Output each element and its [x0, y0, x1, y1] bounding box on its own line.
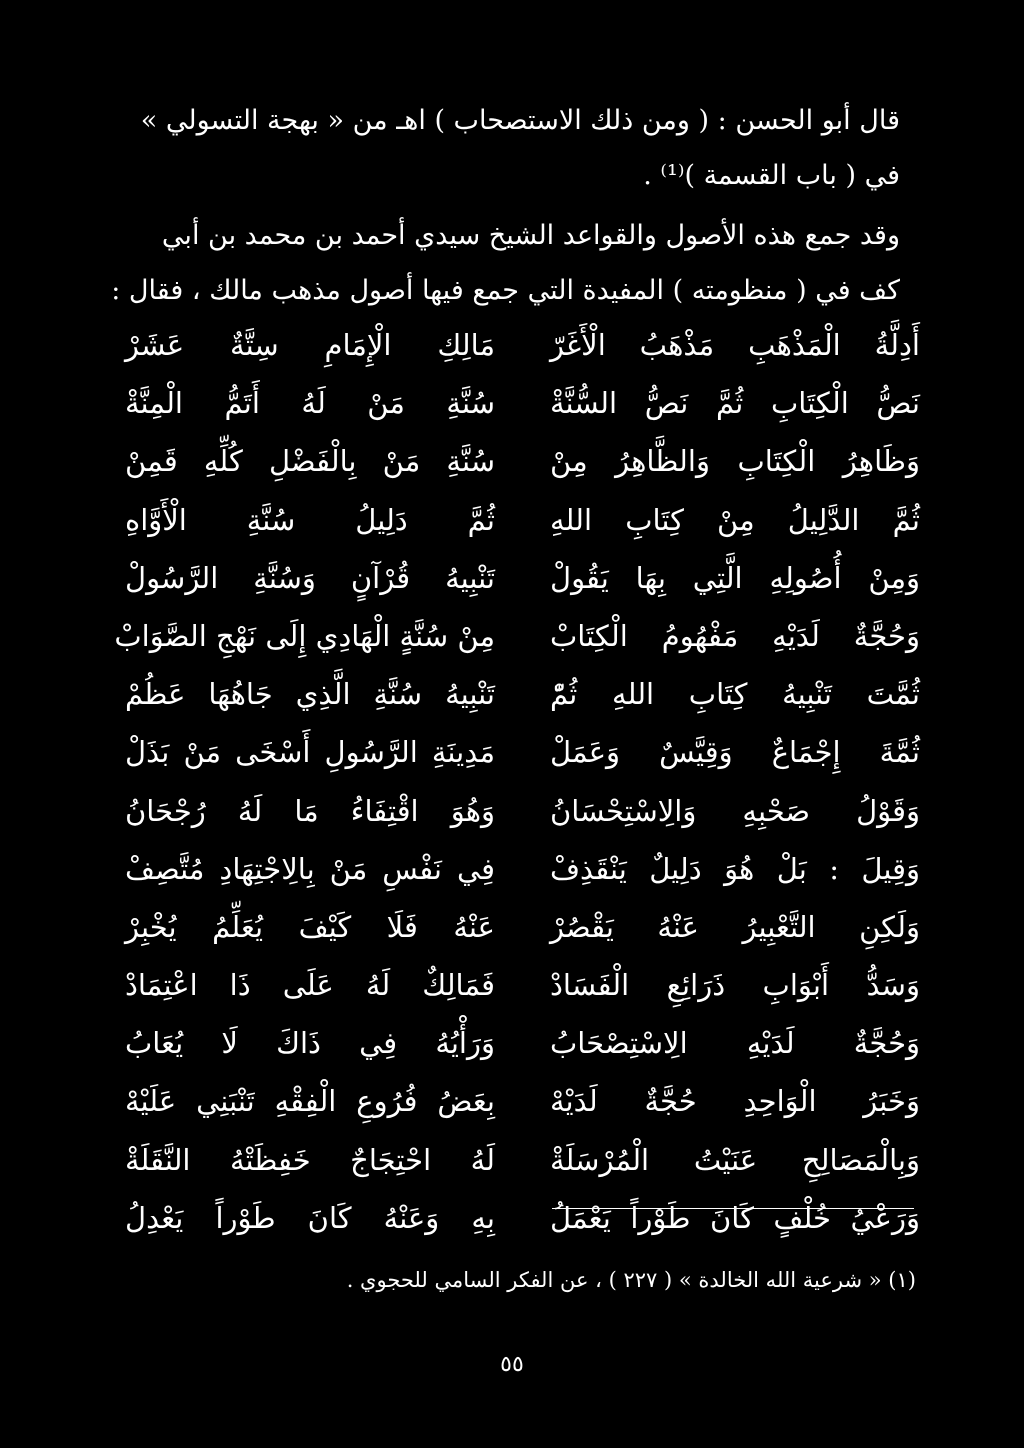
verse-first-hemistich: وَسَدُّ أَبْوَابِ ذَرَائِعِ الْفَسَادْ: [550, 968, 920, 1003]
intro-line: وقد جمع هذه الأصول والقواعد الشيخ سيدي أحمد بن محمد بن أبي: [161, 220, 900, 251]
verse-first-hemistich: وَحُجَّةٌ لَدَيْهِ مَفْهُومُ الْكِتَابْ: [550, 618, 920, 653]
verse-row: [125, 910, 920, 968]
verse-row: [125, 1143, 920, 1201]
verse-first-hemistich: وَقَوْلُ صَحْبِهِ وَالِاسْتِحْسَانُ: [550, 793, 920, 828]
verse-first-hemistich: ثُمَّ الدَّلِيلُ مِنْ كِتَابِ اللهِ: [550, 502, 920, 537]
verse-first-hemistich: ثُمَّتَ تَنْبِيهُ كِتَابِ اللهِ ثُمّْ: [550, 677, 920, 712]
page-number: ٥٥: [500, 1352, 524, 1377]
verse-row: [125, 561, 920, 619]
verse-first-hemistich: وَلَكِنِ التَّعْبِيرُ عَنْهُ يَقْصُرْ: [550, 909, 920, 944]
verse-first-hemistich: وَبِالْمَصَالِحِ عَنَيْتُ الْمُرْسَلَةْ: [550, 1142, 920, 1177]
verse-row: [125, 1026, 920, 1084]
verse-second-hemistich: ثُمَّ دَلِيلُ سُنَّةِ الْأَوَّاهِ: [125, 502, 495, 537]
verse-row: [125, 794, 920, 852]
verse-first-hemistich: وَحُجَّةٌ لَدَيْهِ الِاسْتِصْحَابُ: [550, 1026, 920, 1061]
verse-first-hemistich: ثُمَّةَ إِجْمَاعٌ وَقِيَّسٌ وَعَمَلْ: [550, 735, 920, 770]
verse-row: [125, 386, 920, 444]
verse-second-hemistich: فِي نَفْسِ مَنْ بِالِاجْتِهَادِ مُتَّصِفْ: [125, 851, 495, 886]
poem-verses: [114, 328, 920, 1259]
verse-row: [125, 852, 920, 910]
verse-row: [125, 1201, 920, 1259]
verse-row: [125, 444, 920, 502]
verse-row: [125, 1084, 920, 1142]
intro-line: في ( باب القسمة )⁽¹⁾ .: [643, 160, 900, 191]
verse-second-hemistich: بِعَضُ فُرُوعِ الْفِقْهِ تَنْبَنِي عَلَيْهْ: [125, 1084, 495, 1119]
verse-row: [125, 968, 920, 1026]
verse-row: [125, 328, 920, 386]
verse-first-hemistich: وَقِيلَ : بَلْ هُوَ دَلِيلٌ يَنْقَذِفْ: [550, 851, 920, 886]
verse-second-hemistich: مَدِينَةِ الرَّسُولِ أَسْخَى مَنْ بَذَلْ: [125, 735, 495, 770]
verse-second-hemistich: وَرَأْيُهُ فِي ذَاكَ لَا يُعَابُ: [125, 1026, 495, 1061]
verse-second-hemistich: تَنْبِيهُ سُنَّةِ الَّذِي جَاهُهَا عَظُمْ: [125, 677, 495, 712]
verse-second-hemistich: بِهِ وَعَنْهُ كَانَ طَوْراً يَعْدِلُ: [125, 1200, 495, 1235]
verse-second-hemistich: مِنْ سُنَّةٍ الْهَادِي إِلَى نَهْجِ الصَّوَابْ: [114, 618, 495, 653]
verse-first-hemistich: أَدِلَّةُ الْمَذْهَبِ مَذْهَبُ الْأَغَرّ: [550, 328, 920, 362]
verse-first-hemistich: وَظَاهِرُ الْكِتَابِ وَالظَّاهِرُ مِنْ: [550, 444, 920, 479]
intro-line: قال أبو الحسن : ( ومن ذلك الاستصحاب ) اهـ من « بهجة التسولي »: [140, 105, 900, 136]
verse-row: [125, 735, 920, 793]
intro-line: كف في ( منظومته ) المفيدة التي جمع فيها أصول مذهب مالك ، فقال :: [111, 275, 900, 306]
verse-second-hemistich: فَمَالِكٌ لَهُ عَلَى ذَا اعْتِمَادْ: [125, 968, 495, 1003]
verse-first-hemistich: وَرَعْيُ خُلْفٍ كَانَ طَوْراً يَعْمَلُ: [550, 1200, 920, 1235]
verse-row: [125, 503, 920, 561]
verse-second-hemistich: مَالِكِ الْإِمَامِ سِتَّةٌ عَشَرْ: [125, 328, 495, 362]
verse-second-hemistich: سُنَّةِ مَنْ لَهُ أَتَمُّ الْمِنَّةْ: [125, 386, 495, 421]
verse-second-hemistich: تَنْبِيهُ قُرْآنٍ وَسُنَّةِ الرَّسُولْ: [125, 560, 495, 595]
verse-row: [114, 618, 920, 677]
verse-row: [125, 677, 920, 735]
verse-first-hemistich: نَصُّ الْكِتَابِ ثُمَّ نَصُّ السُّنَّةْ: [550, 386, 920, 421]
verse-second-hemistich: عَنْهُ فَلَا كَيْفَ يُعَلِّمُ يُخْبِرْ: [125, 909, 495, 944]
footnote: (١) « شرعية الله الخالدة » ( ٢٢٧ ) ، عن الفكر السامي للحجوي .: [346, 1268, 916, 1292]
verse-first-hemistich: وَمِنْ أُصُولِهِ الَّتِي بِهَا يَقُولْ: [550, 560, 920, 595]
verse-second-hemistich: سُنَّةِ مَنْ بِالْفَضْلِ كُلِّهِ قَمِنْ: [125, 444, 495, 479]
verse-second-hemistich: لَهُ احْتِجَاجٌ خَفِظَتْهُ النَّقَلَةْ: [125, 1142, 495, 1177]
verse-first-hemistich: وَخَبَرُ الْوَاحِدِ حُجَّةٌ لَدَيْهْ: [550, 1084, 920, 1119]
verse-second-hemistich: وَهُوَ اقْتِفَاءُ مَا لَهُ رُجْحَانُ: [125, 793, 495, 828]
footnote-separator: [552, 1208, 914, 1209]
